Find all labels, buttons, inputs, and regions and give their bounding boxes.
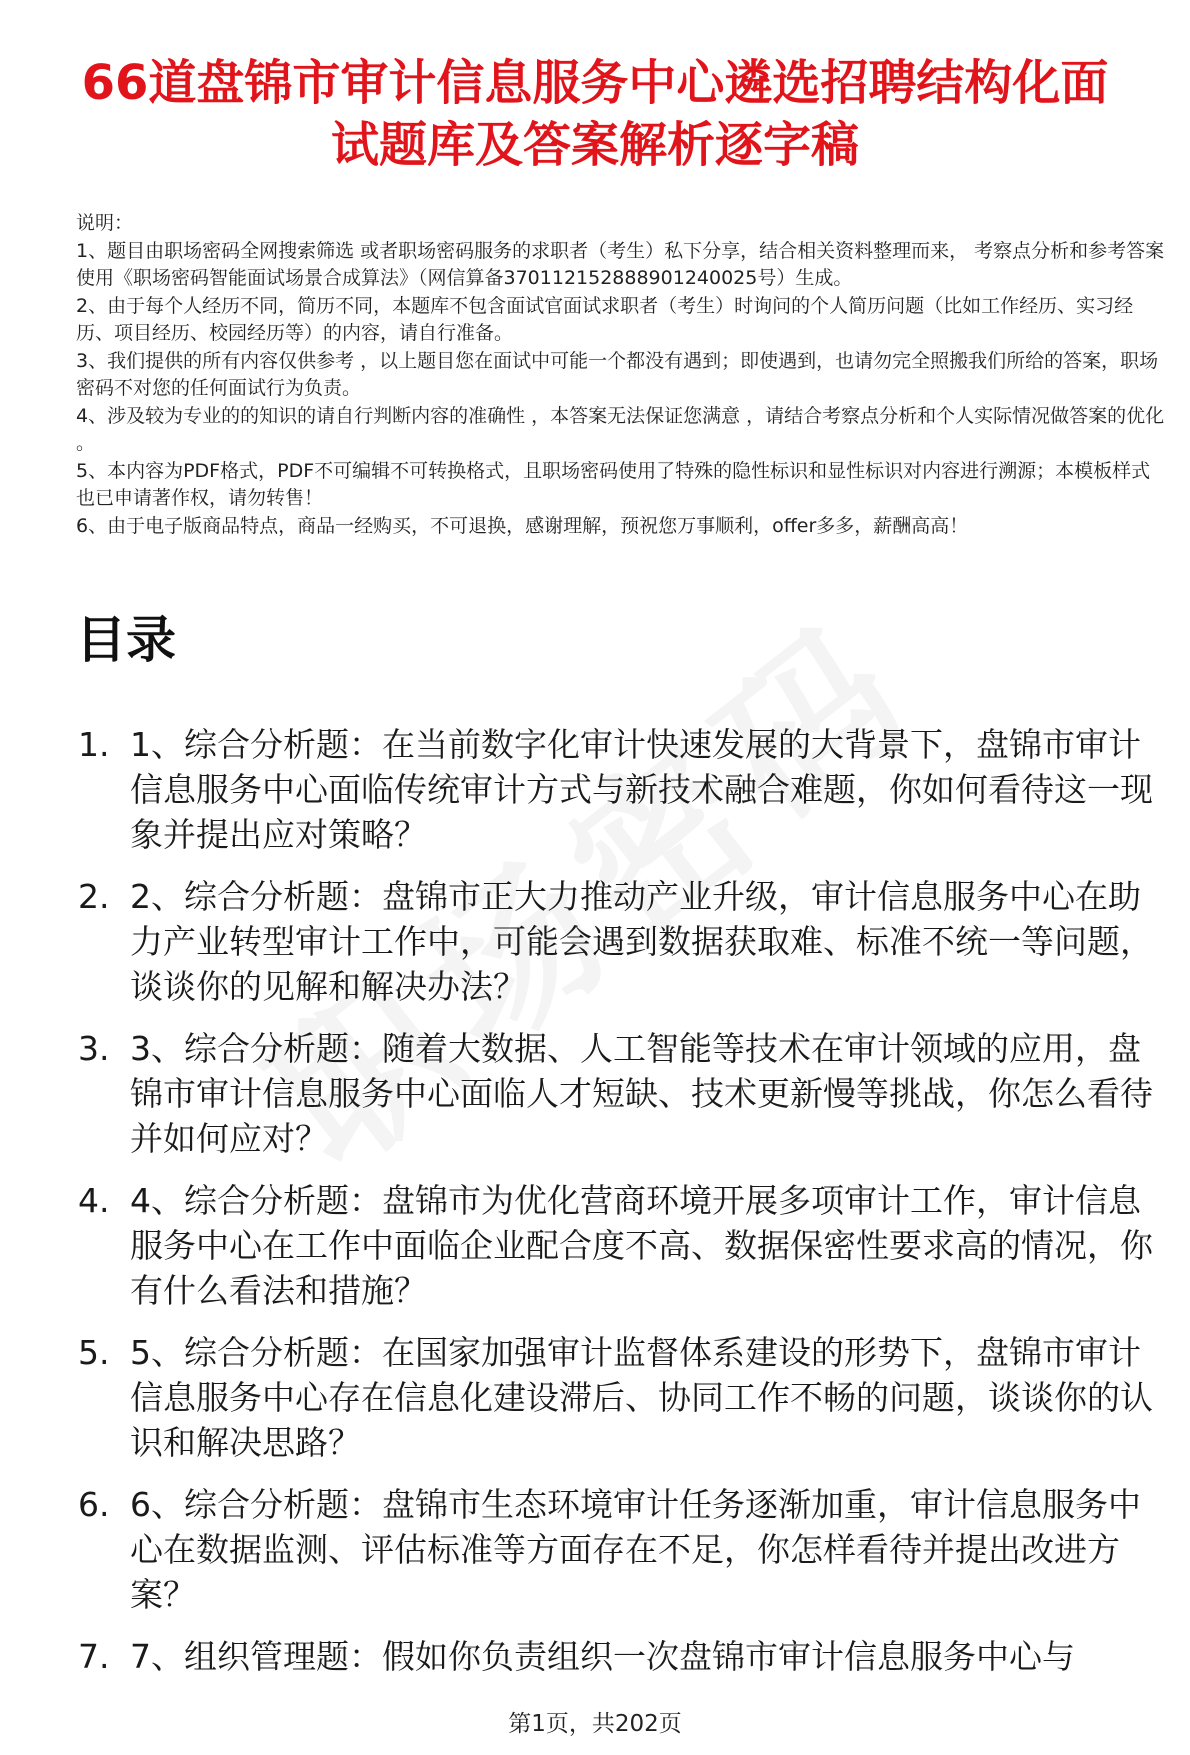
- toc-item-number: 7.: [78, 1637, 110, 1676]
- toc-item-text[interactable]: 1、综合分析题：在当前数字化审计快速发展的大背景下，盘锦市审计信息服务中心面临传统审计方式与新技术融合难题，你如何看待这一现象并提出应对策略？: [130, 725, 1153, 854]
- toc-item-number: 2.: [78, 877, 110, 916]
- toc-item-text[interactable]: 7、组织管理题：假如你负责组织一次盘锦市审计信息服务中心与: [130, 1637, 1075, 1676]
- note-item: 6、由于电子版商品特点，商品一经购买，不可退换，感谢理解，预祝您万事顺利，offer多多，薪酬高高！: [76, 514, 969, 537]
- page-footer: 第1页，共202页: [508, 1711, 682, 1737]
- note-item: 1、题目由职场密码全网搜索筛选 或者职场密码服务的求职者（考生）私下分享，结合相关资料整理而来， 考察点分析和参考答案使用《职场密码智能面试场景合成算法》（网信算备370112152888901240025号）生成。: [76, 239, 1165, 289]
- toc-list: [78, 722, 1168, 1696]
- toc-item-text[interactable]: 2、综合分析题：盘锦市正大力推动产业升级，审计信息服务中心在助力产业转型审计工作中，可能会遇到数据获取难、标准不统一等问题，谈谈你的见解和解决办法？: [130, 877, 1153, 1006]
- toc-item-text[interactable]: 3、综合分析题：随着大数据、人工智能等技术在审计领域的应用，盘锦市审计信息服务中心面临人才短缺、技术更新慢等挑战，你怎么看待并如何应对？: [130, 1029, 1153, 1158]
- note-item: 2、由于每个人经历不同，简历不同，本题库不包含面试官面试求职者（考生）时询问的个人简历问题（比如工作经历、实习经历、项目经历、校园经历等）的内容，请自行准备。: [76, 294, 1134, 344]
- toc-item[interactable]: [78, 1634, 1168, 1679]
- toc-item-number: 5.: [78, 1333, 110, 1372]
- toc-item[interactable]: [78, 1026, 1168, 1161]
- notes-section: [76, 210, 1166, 540]
- toc-item[interactable]: [78, 1330, 1168, 1465]
- toc-item[interactable]: [78, 722, 1168, 857]
- note-item: 5、本内容为PDF格式，PDF不可编辑不可转换格式，且职场密码使用了特殊的隐性标识和显性标识对内容进行溯源；本模板样式也已申请著作权，请勿转售！: [76, 459, 1151, 509]
- toc-item-number: 6.: [78, 1485, 110, 1524]
- note-item: 3、我们提供的所有内容仅供参考 ，以上题目您在面试中可能一个都没有遇到；即使遇到，也请勿完全照搬我们所给的答案，职场密码不对您的任何面试行为负责。: [76, 349, 1159, 399]
- toc-item-text[interactable]: 6、综合分析题：盘锦市生态环境审计任务逐渐加重，审计信息服务中心在数据监测、评估标准等方面存在不足，你怎样看待并提出改进方案？: [130, 1485, 1141, 1614]
- toc-item[interactable]: [78, 1178, 1168, 1313]
- toc-item-text[interactable]: 4、综合分析题：盘锦市为优化营商环境开展多项审计工作，审计信息服务中心在工作中面临企业配合度不高、数据保密性要求高的情况，你有什么看法和措施？: [130, 1181, 1153, 1310]
- toc-item-number: 1.: [78, 725, 110, 764]
- toc-item-number: 4.: [78, 1181, 110, 1220]
- toc-heading: 目录: [76, 611, 176, 669]
- document-title: 66道盘锦市审计信息服务中心遴选招聘结构化面试题库及答案解析逐字稿: [81, 55, 1109, 173]
- toc-item[interactable]: [78, 874, 1168, 1009]
- note-item: 4、涉及较为专业的的知识的请自行判断内容的准确性 ，本答案无法保证您满意 ，请结合考察点分析和个人实际情况做答案的优化 。: [76, 404, 1165, 454]
- toc-item-number: 3.: [78, 1029, 110, 1068]
- toc-item[interactable]: [78, 1482, 1168, 1617]
- toc-item-text[interactable]: 5、综合分析题：在国家加强审计监督体系建设的形势下，盘锦市审计信息服务中心存在信息化建设滞后、协同工作不畅的问题，谈谈你的认识和解决思路？: [130, 1333, 1153, 1462]
- notes-heading: 说明：: [76, 212, 134, 234]
